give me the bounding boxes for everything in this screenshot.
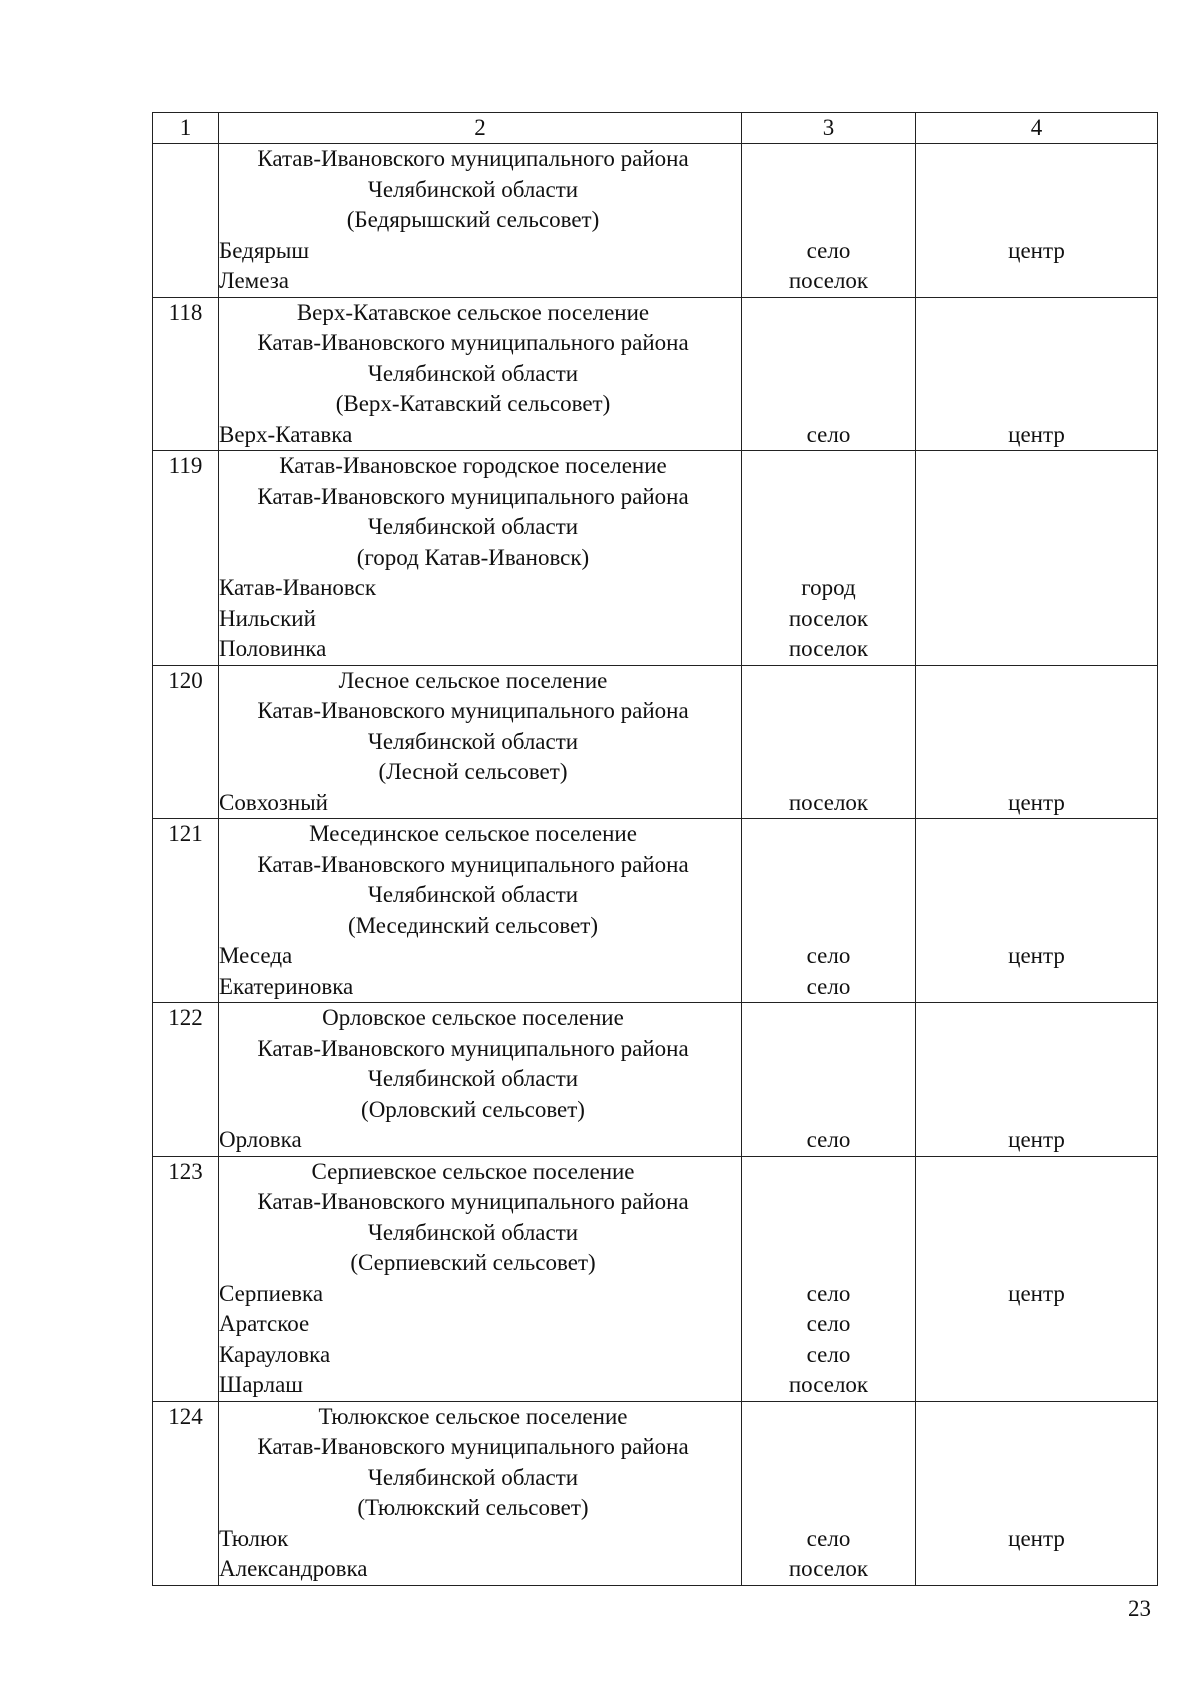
spacer [916, 880, 1157, 911]
spacer [742, 727, 915, 758]
spacer [916, 1064, 1157, 1095]
settlement-name: Карауловка [219, 1341, 331, 1367]
municipality-title-line: Катав-Ивановского муниципального района [257, 1189, 689, 1214]
settlement-status-cell [916, 1156, 1158, 1401]
settlement-status-cell [916, 1003, 1158, 1157]
municipality-title-line: Серпиевское сельское поселение [311, 1158, 635, 1184]
settlement-type: село [806, 943, 851, 968]
settlement-status-cell [916, 297, 1158, 451]
municipality-title-line: Челябинской области [367, 1219, 579, 1245]
settlement-status [916, 972, 1157, 1003]
municipality-title-line: Катав-Ивановское городское поселение [279, 453, 667, 478]
municipality-title-line: Челябинской области [367, 514, 579, 539]
settlement-type-cell [742, 1003, 916, 1157]
settlement-type-cell [742, 819, 916, 1003]
municipality-title-line: Месединское сельское поселение [309, 821, 637, 846]
settlement-name: Тюлюк [219, 1525, 289, 1551]
settlement-status: центр [1008, 789, 1065, 815]
spacer [742, 144, 915, 175]
table-row [153, 665, 1158, 819]
spacer [742, 1493, 915, 1524]
spacer [742, 819, 915, 850]
settlement-type: село [806, 1341, 851, 1367]
spacer [916, 1248, 1157, 1279]
spacer [742, 1463, 915, 1494]
spacer [916, 911, 1157, 942]
settlement-type-cell [742, 1401, 916, 1585]
spacer [916, 1402, 1157, 1433]
municipality-title-line: Тюлюкское сельское поселение [318, 1403, 628, 1429]
settlement-name: Верх-Катавка [219, 421, 353, 447]
table-row [153, 1003, 1158, 1157]
settlement-status [916, 1370, 1157, 1401]
spacer [742, 451, 915, 482]
spacer [742, 1432, 915, 1463]
spacer [742, 298, 915, 329]
settlement-name: Шарлаш [219, 1372, 304, 1397]
spacer [742, 1034, 915, 1065]
municipality-title-line: Челябинской области [367, 176, 579, 202]
row-number: 123 [153, 1156, 219, 1401]
row-number: 118 [153, 297, 219, 451]
settlement-type-cell [742, 665, 916, 819]
spacer [916, 850, 1157, 881]
settlement-status: центр [1008, 943, 1065, 968]
settlement-name: Половинка [219, 636, 327, 661]
municipality-title-line: Катав-Ивановского муниципального района [257, 698, 689, 723]
municipality-title-line: Орловское сельское поселение [322, 1005, 624, 1030]
spacer [742, 359, 915, 390]
settlement-type: поселок [788, 1556, 869, 1581]
municipality-cell [219, 819, 742, 1003]
row-number: 120 [153, 665, 219, 819]
settlement-type-cell [742, 297, 916, 451]
spacer [742, 911, 915, 942]
table-row [153, 451, 1158, 666]
municipality-title-line: Лесное сельское поселение [338, 667, 608, 693]
settlement-type-cell [742, 144, 916, 298]
spacer [916, 451, 1157, 482]
spacer [916, 1493, 1157, 1524]
municipality-title-line: Верх-Катавское сельское поселение [296, 299, 650, 325]
spacer [916, 543, 1157, 574]
settlement-type: село [806, 1280, 851, 1306]
spacer [916, 1432, 1157, 1463]
settlement-type: село [806, 1311, 851, 1336]
spacer [916, 298, 1157, 329]
spacer [916, 757, 1157, 788]
municipality-title-line: (Лесной сельсовет) [378, 759, 568, 784]
settlement-type: поселок [788, 605, 869, 631]
header-col-4: 4 [916, 113, 1158, 144]
municipality-cell [219, 451, 742, 666]
settlement-status [916, 604, 1157, 635]
municipality-cell [219, 297, 742, 451]
spacer [916, 1187, 1157, 1218]
table-row [153, 144, 1158, 298]
settlement-name: Лемеза [219, 268, 289, 293]
spacer [742, 389, 915, 420]
spacer [742, 850, 915, 881]
spacer [916, 328, 1157, 359]
spacer [916, 819, 1157, 850]
spacer [742, 1064, 915, 1095]
spacer [916, 1095, 1157, 1126]
settlement-status [916, 1340, 1157, 1371]
row-number [153, 144, 219, 298]
settlement-status-cell [916, 451, 1158, 666]
settlement-name: Бедярыш [219, 237, 310, 263]
settlement-name: Катав-Ивановск [219, 575, 377, 600]
municipality-title-line: Катав-Ивановского муниципального района [257, 1035, 689, 1061]
settlement-name: Нильский [219, 605, 316, 631]
spacer [742, 1248, 915, 1279]
settlement-type: село [806, 1525, 851, 1551]
settlement-type-cell [742, 451, 916, 666]
settlement-status [916, 266, 1157, 297]
header-col-3: 3 [742, 113, 916, 144]
settlement-name: Серпиевка [219, 1280, 324, 1306]
spacer [742, 175, 915, 206]
settlement-status: центр [1008, 1127, 1065, 1152]
settlement-name: Екатериновка [219, 973, 354, 999]
header-col-2: 2 [219, 113, 742, 144]
municipality-cell [219, 1003, 742, 1157]
row-number: 121 [153, 819, 219, 1003]
settlement-status: центр [1008, 1280, 1065, 1306]
table-row [153, 297, 1158, 451]
municipality-title-line: Катав-Ивановского муниципального района [257, 1434, 689, 1459]
spacer [742, 696, 915, 727]
spacer [742, 1218, 915, 1249]
settlement-type: поселок [788, 1372, 869, 1397]
municipality-title-line: (Тюлюкский сельсовет) [357, 1495, 589, 1520]
settlement-status-cell [916, 144, 1158, 298]
spacer [742, 666, 915, 697]
spacer [742, 482, 915, 513]
settlement-name: Орловка [219, 1127, 302, 1152]
municipality-title-line: Челябинской области [367, 1464, 579, 1490]
spacer [916, 389, 1157, 420]
municipality-cell [219, 1156, 742, 1401]
settlement-type: город [801, 575, 856, 600]
spacer [742, 1095, 915, 1126]
settlement-type: село [806, 973, 851, 999]
municipality-title-line: (Бедярышский сельсовет) [346, 207, 600, 232]
settlements-table [152, 112, 1158, 1586]
municipality-title-line: Катав-Ивановского муниципального района [257, 330, 689, 355]
municipality-title-line: (город Катав-Ивановск) [356, 544, 590, 570]
settlement-name: Александровка [219, 1556, 368, 1581]
municipality-title-line: (Верх-Катавский сельсовет) [335, 391, 611, 416]
table-body [153, 144, 1158, 1586]
municipality-title-line: Катав-Ивановского муниципального района [257, 146, 689, 171]
row-number: 119 [153, 451, 219, 666]
settlement-status [916, 573, 1157, 604]
settlement-type: поселок [788, 789, 869, 815]
spacer [916, 1463, 1157, 1494]
settlement-type: поселок [788, 268, 869, 293]
settlement-name: Аратское [219, 1311, 310, 1336]
municipality-title-line: (Месединский сельсовет) [347, 912, 599, 938]
settlement-status: центр [1008, 421, 1065, 447]
settlement-status [916, 634, 1157, 665]
spacer [916, 175, 1157, 206]
spacer [742, 1187, 915, 1218]
spacer [916, 144, 1157, 175]
spacer [742, 328, 915, 359]
table-row [153, 1401, 1158, 1585]
municipality-title-line: Челябинской области [367, 728, 579, 754]
settlement-type: поселок [788, 636, 869, 661]
settlement-status-cell [916, 1401, 1158, 1585]
municipality-title-line: Челябинской области [367, 882, 579, 907]
spacer [916, 727, 1157, 758]
table-row [153, 1156, 1158, 1401]
municipality-title-line: Челябинской области [367, 360, 579, 386]
municipality-title-line: Челябинской области [367, 1066, 579, 1091]
spacer [916, 696, 1157, 727]
spacer [742, 757, 915, 788]
settlement-type: село [806, 1127, 851, 1152]
municipality-cell [219, 144, 742, 298]
municipality-cell [219, 665, 742, 819]
spacer [742, 1157, 915, 1188]
spacer [742, 512, 915, 543]
settlement-name: Совхозный [219, 789, 328, 815]
settlement-type: село [806, 237, 851, 263]
spacer [742, 205, 915, 236]
municipality-title-line: (Орловский сельсовет) [361, 1096, 585, 1122]
spacer [916, 205, 1157, 236]
spacer [742, 880, 915, 911]
spacer [742, 1003, 915, 1034]
municipality-title-line: (Серпиевский сельсовет) [350, 1250, 596, 1275]
settlement-status: центр [1008, 1525, 1065, 1551]
spacer [916, 1157, 1157, 1188]
header-row [153, 113, 1158, 144]
row-number: 122 [153, 1003, 219, 1157]
municipality-title-line: Катав-Ивановского муниципального района [257, 851, 689, 877]
settlement-type-cell [742, 1156, 916, 1401]
settlement-name: Меседа [219, 943, 293, 968]
settlement-status-cell [916, 819, 1158, 1003]
row-number: 124 [153, 1401, 219, 1585]
spacer [916, 1003, 1157, 1034]
table-row [153, 819, 1158, 1003]
municipality-title-line: Катав-Ивановского муниципального района [257, 483, 689, 509]
spacer [916, 666, 1157, 697]
header-col-1: 1 [153, 113, 219, 144]
spacer [742, 1402, 915, 1433]
spacer [916, 1218, 1157, 1249]
settlement-status-cell [916, 665, 1158, 819]
spacer [916, 512, 1157, 543]
settlement-status: центр [1008, 237, 1065, 263]
municipality-cell [219, 1401, 742, 1585]
spacer [916, 482, 1157, 513]
spacer [916, 359, 1157, 390]
spacer [742, 543, 915, 574]
settlement-status [916, 1554, 1157, 1585]
spacer [916, 1034, 1157, 1065]
settlement-type: село [806, 421, 851, 447]
settlement-status [916, 1309, 1157, 1340]
page-number: 23 [1128, 1596, 1151, 1621]
